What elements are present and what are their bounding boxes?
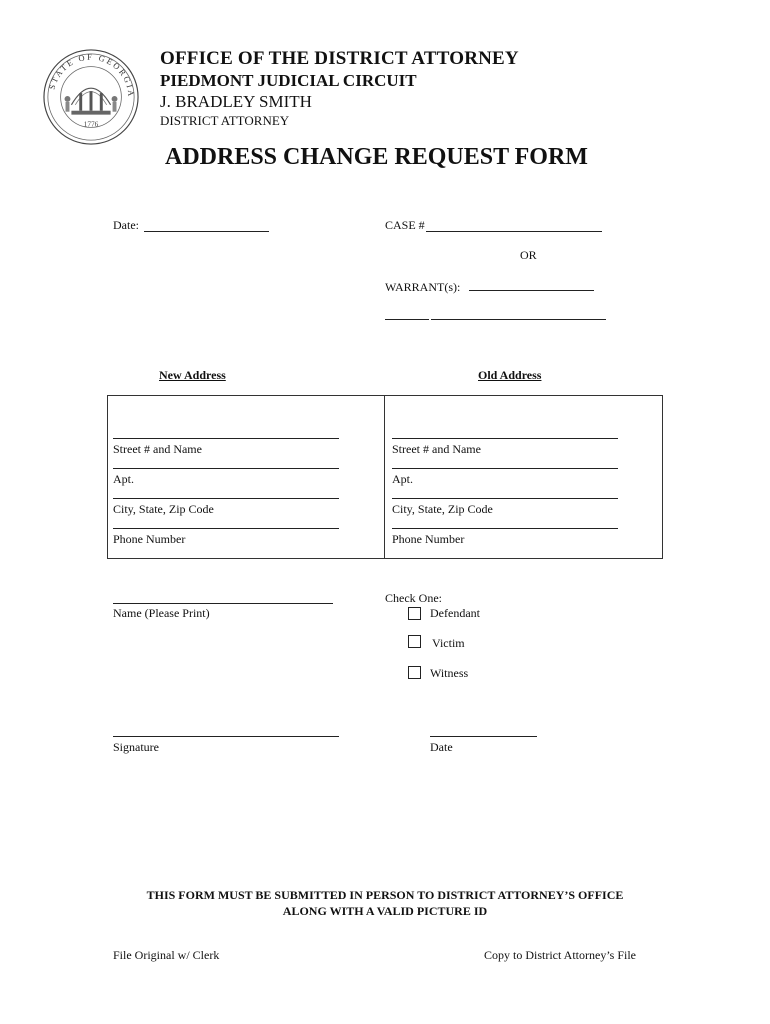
signature-date-label: Date — [430, 740, 453, 754]
name-field[interactable] — [113, 603, 333, 604]
warrant-field-extra-1[interactable] — [385, 319, 429, 320]
new-address-heading: New Address — [159, 368, 226, 382]
notice-line-2: ALONG WITH A VALID PICTURE ID — [282, 904, 488, 918]
victim-checkbox[interactable] — [408, 635, 421, 648]
date-label: Date: — [113, 218, 139, 232]
new-apt-label: Apt. — [113, 472, 134, 486]
address-divider — [384, 395, 385, 559]
new-street-field[interactable] — [113, 438, 339, 439]
georgia-state-seal-icon — [42, 48, 140, 146]
old-city-label: City, State, Zip Code — [392, 502, 493, 516]
seal-text: STATE OF GEORGIA — [47, 52, 136, 99]
signature-label: Signature — [113, 740, 159, 754]
new-city-field[interactable] — [113, 498, 339, 499]
new-apt-field[interactable] — [113, 468, 339, 469]
old-street-field[interactable] — [392, 438, 618, 439]
attorney-role: DISTRICT ATTORNEY — [160, 113, 290, 128]
old-apt-label: Apt. — [392, 472, 413, 486]
warrant-field[interactable] — [469, 290, 594, 291]
old-address-heading: Old Address — [478, 368, 542, 382]
witness-checkbox[interactable] — [408, 666, 421, 679]
office-title: OFFICE OF THE DISTRICT ATTORNEY — [160, 48, 519, 69]
footer-right: Copy to District Attorney’s File — [484, 948, 636, 962]
new-street-label: Street # and Name — [113, 442, 202, 456]
old-phone-field[interactable] — [392, 528, 618, 529]
victim-label: Victim — [432, 636, 465, 650]
or-label: OR — [520, 248, 537, 262]
case-label: CASE # — [385, 218, 425, 232]
address-table — [107, 395, 663, 559]
warrant-label: WARRANT(s): — [385, 280, 461, 294]
warrant-field-extra-2[interactable] — [431, 319, 606, 320]
footer-left: File Original w/ Clerk — [113, 948, 220, 962]
attorney-name: J. BRADLEY SMITH — [160, 92, 312, 111]
new-phone-label: Phone Number — [113, 532, 186, 546]
seal-year: 1776 — [83, 119, 99, 129]
signature-date-field[interactable] — [430, 736, 537, 737]
check-one-label: Check One: — [385, 591, 442, 605]
witness-label: Witness — [430, 666, 469, 680]
circuit-title: PIEDMONT JUDICIAL CIRCUIT — [160, 71, 417, 90]
case-field[interactable] — [426, 231, 602, 232]
new-phone-field[interactable] — [113, 528, 339, 529]
form-title: ADDRESS CHANGE REQUEST FORM — [165, 144, 588, 170]
name-label: Name (Please Print) — [113, 606, 210, 620]
notice-line-1: THIS FORM MUST BE SUBMITTED IN PERSON TO DISTRICT ATTORNEY’S OFFICE — [146, 888, 624, 902]
old-phone-label: Phone Number — [392, 532, 465, 546]
old-city-field[interactable] — [392, 498, 618, 499]
old-apt-field[interactable] — [392, 468, 618, 469]
defendant-label: Defendant — [430, 606, 480, 620]
defendant-checkbox[interactable] — [408, 607, 421, 620]
old-street-label: Street # and Name — [392, 442, 481, 456]
date-field[interactable] — [144, 231, 269, 232]
new-city-label: City, State, Zip Code — [113, 502, 214, 516]
signature-field[interactable] — [113, 736, 339, 737]
